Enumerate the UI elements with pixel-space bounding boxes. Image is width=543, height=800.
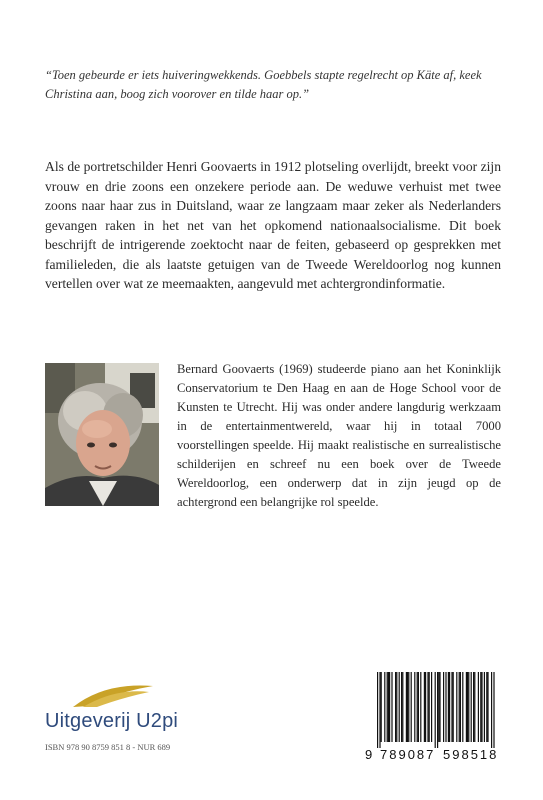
barcode-bar	[429, 672, 430, 742]
barcode-bar	[462, 672, 463, 742]
barcode-group-2: 598518	[443, 747, 499, 762]
barcode-bar	[439, 672, 440, 742]
book-synopsis: Als de portretschilder Henri Goovaerts in 1912 plotseling overlijdt, breekt voor zijn vrouw en drie zoons een onzekere periode aan. De weduwe verhuist met twee zoons naar haar zus in Duitsland, waar ze langzaam maar zeker als Nederlanders gevangen raken in het net van het opkomend nationaalsocialisme. Dit boek beschrijft de intrigerende zoektocht naar de feiten, gebaseerd op gesprekken met familieleden, die als laatste getuigen van de Tweede Wereldoorlog nog kunnen vertellen over wat ze meemaakten, aangevuld met achtergrondinformatie.	[45, 159, 501, 291]
barcode-bar	[448, 672, 449, 742]
barcode-bar	[467, 672, 468, 742]
barcode-bar	[401, 672, 402, 742]
barcode-bar	[460, 672, 461, 742]
barcode-bar	[493, 672, 494, 748]
barcode-bar	[437, 672, 438, 748]
barcode-bar	[388, 672, 389, 742]
barcode-bar	[420, 672, 421, 742]
barcode-bar	[381, 672, 382, 742]
barcode-bar	[396, 672, 397, 742]
barcode-bar	[389, 672, 390, 742]
author-bio: Bernard Goovaerts (1969) studeerde piano aan het Koninklijk Conservatorium te Den Haag en aan de Hoge School voor de Kunsten te Utrecht. Hij was onder andere langdurig werkzaam in de entertainmentwereld, waar hij in totaal 7000 voorstellingen speelde. Hij maakt realistische en surrealistische schilderijen en schreef nu een boek over de Tweede Wereldoorlog, een onderwerp dat in zijn jeugd op de achtergrond een belangrijke rol speelde.	[177, 362, 501, 509]
barcode-bar	[424, 672, 425, 742]
barcode-bar	[418, 672, 419, 742]
barcode-bar	[445, 672, 446, 742]
barcode-bar	[451, 672, 452, 742]
barcode-bar	[481, 672, 482, 742]
barcode-bar	[417, 672, 418, 742]
barcode-bar	[391, 672, 392, 742]
barcode-bar	[435, 672, 436, 748]
feather-swoosh-icon	[45, 680, 215, 710]
barcode-bar	[377, 672, 378, 748]
barcode-bar	[473, 672, 474, 742]
barcode-bar	[471, 672, 472, 742]
barcode-bar	[408, 672, 409, 742]
barcode-bar	[480, 672, 481, 742]
isbn-line: ISBN 978 90 8759 851 8 - NUR 689	[45, 742, 171, 752]
barcode-bar	[387, 672, 388, 742]
barcode-group-1: 789087	[380, 747, 436, 762]
barcode-bar	[427, 672, 428, 742]
barcode-bar	[468, 672, 469, 742]
barcode-bar	[484, 672, 485, 742]
barcode-bar	[425, 672, 426, 742]
barcode-bar	[487, 672, 488, 742]
publisher-name: Uitgeverij U2pi	[45, 710, 179, 732]
barcode-bar	[459, 672, 460, 742]
barcode-bar	[443, 672, 444, 742]
barcode-bar	[474, 672, 475, 742]
barcode-bar	[449, 672, 450, 742]
barcode-bar	[407, 672, 408, 742]
barcode-bar	[456, 672, 457, 742]
barcode-bar	[478, 672, 479, 742]
barcode-bar	[431, 672, 432, 742]
author-photo	[45, 363, 159, 506]
barcode-bar	[411, 672, 412, 742]
barcode-bar	[453, 672, 454, 742]
back-cover-quote: “Toen gebeurde er iets huiveringwekkends. Goebbels stapte regelrecht op Käte af, keek Christina aan, boog zich voorover en tilde haar op.”	[45, 68, 482, 101]
barcode-bar	[438, 672, 439, 742]
barcode-bar	[395, 672, 396, 742]
barcode-bar	[414, 672, 415, 742]
barcode-bar	[406, 672, 407, 742]
barcode-bar	[384, 672, 385, 742]
barcode-bar	[491, 672, 492, 748]
barcode-bar	[399, 672, 400, 742]
barcode-bar	[379, 672, 380, 748]
barcode-bar	[402, 672, 403, 742]
barcode-lead-digit: 9	[365, 747, 373, 762]
barcode-bar	[466, 672, 467, 742]
barcode-bar	[486, 672, 487, 742]
